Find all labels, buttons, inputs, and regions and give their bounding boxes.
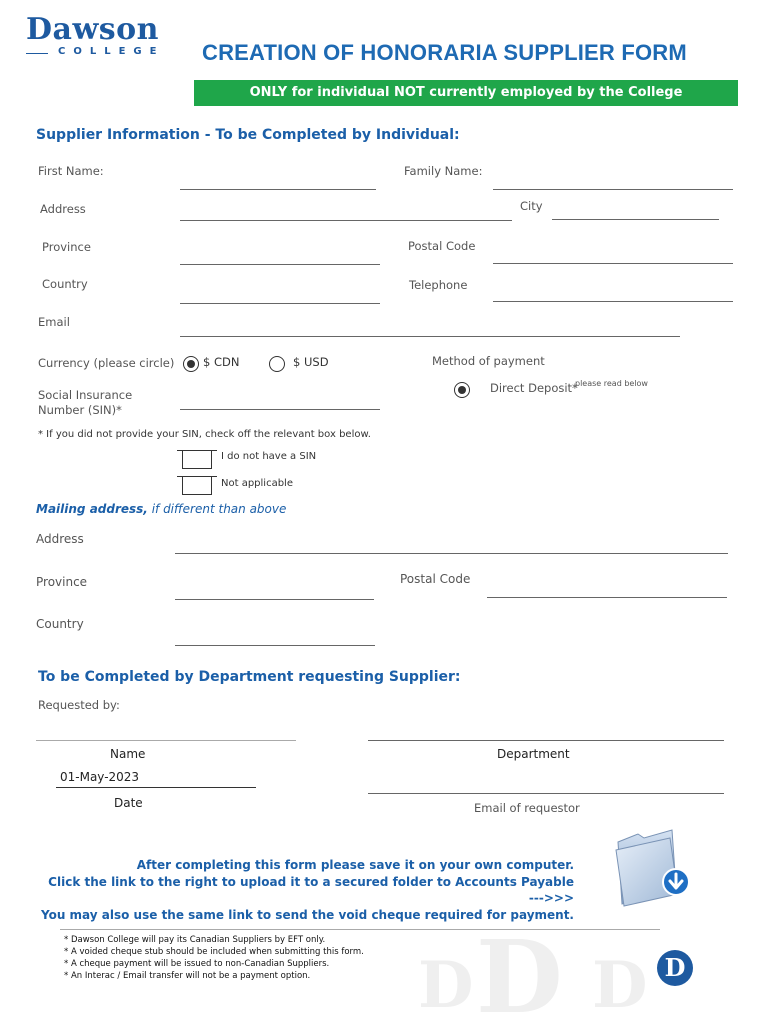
supplier-section-heading: Supplier Information - To be Completed by Individual:: [36, 127, 460, 143]
payment-method-label: Method of payment: [432, 354, 545, 368]
mailing-heading: [36, 502, 286, 516]
badge-letter: D: [664, 953, 686, 982]
telephone-label: Telephone: [409, 278, 468, 292]
country-field[interactable]: [180, 303, 380, 304]
department-field[interactable]: [368, 740, 724, 741]
currency-label: Currency (please circle): [38, 356, 175, 370]
requested-by-label: Requested by:: [38, 698, 120, 712]
email-requestor-label: Email of requestor: [474, 801, 580, 815]
email-field[interactable]: [180, 336, 680, 337]
dawson-d-icon: [657, 950, 693, 986]
direct-deposit-radio[interactable]: [454, 382, 470, 398]
date-field[interactable]: [56, 787, 256, 788]
postal-code-label: Postal Code: [408, 239, 476, 253]
sin-label: Social Insurance Number (SIN)*: [38, 388, 133, 417]
note-item: * A voided cheque stub should be included when submitting this form.: [64, 947, 364, 957]
mailing-heading-rest: if different than above: [147, 502, 287, 516]
mailing-country-field[interactable]: [175, 645, 375, 646]
requestor-email-field[interactable]: [368, 793, 724, 794]
sin-field[interactable]: [180, 409, 380, 410]
name-label: Name: [110, 747, 146, 761]
mailing-country-label: Country: [36, 617, 84, 631]
family-name-field[interactable]: [493, 189, 733, 190]
date-value[interactable]: 01-May-2023: [60, 770, 140, 784]
instruction-line-3: You may also use the same link to send the void cheque required for payment.: [41, 907, 574, 922]
country-label: Country: [42, 277, 88, 291]
watermark-d-left: D: [418, 948, 474, 1023]
mailing-postal-field[interactable]: [487, 597, 727, 598]
currency-cdn-radio[interactable]: [183, 356, 199, 372]
currency-usd-label: $ USD: [293, 355, 329, 369]
watermark-d-right: D: [592, 948, 648, 1023]
requestor-name-field[interactable]: [36, 740, 296, 741]
family-name-label: Family Name:: [404, 164, 483, 178]
instruction-line-2: Click the link to the right to upload it to a secured folder to Accounts Payable --->>>: [48, 874, 574, 905]
email-label: Email: [38, 315, 70, 329]
address-label: Address: [40, 202, 86, 216]
eligibility-banner: [194, 80, 738, 106]
note-item: * Dawson College will pay its Canadian Suppliers by EFT only.: [64, 935, 326, 945]
please-read-note: please read below: [575, 379, 648, 388]
mailing-address-field[interactable]: [175, 553, 728, 554]
folder-download-icon[interactable]: [612, 828, 692, 908]
banner-text: ONLY for individual NOT currently employed by the College: [249, 85, 683, 100]
city-field[interactable]: [552, 219, 719, 220]
watermark-d-center: D: [476, 918, 563, 1036]
mailing-heading-bold: Mailing address,: [36, 502, 148, 516]
instructions: [40, 857, 574, 923]
notes-divider: [60, 929, 660, 930]
first-name-field[interactable]: [180, 189, 376, 190]
no-sin-checkbox[interactable]: [182, 450, 212, 469]
mailing-province-label: Province: [36, 575, 88, 589]
telephone-field[interactable]: [493, 301, 733, 302]
date-label: Date: [114, 796, 143, 810]
not-applicable-label: Not applicable: [221, 478, 293, 489]
mailing-postal-label: Postal Code: [400, 572, 471, 586]
direct-deposit-label: Direct Deposit*: [490, 381, 578, 395]
province-label: Province: [42, 240, 91, 254]
city-label: City: [520, 199, 543, 213]
note-item: * A cheque payment will be issued to non-Canadian Suppliers.: [64, 959, 330, 969]
first-name-label: First Name:: [38, 164, 104, 178]
currency-cdn-label: $ CDN: [203, 355, 240, 369]
department-label: Department: [497, 747, 570, 761]
logo-name: Dawson: [26, 12, 159, 47]
logo-sub: COLLEGE: [58, 46, 165, 57]
mailing-address-label: Address: [36, 532, 84, 546]
sin-note: * If you did not provide your SIN, check off the relevant box below.: [38, 429, 371, 440]
instruction-line-1: After completing this form please save it on your own computer.: [136, 858, 574, 872]
payment-notes: [64, 934, 364, 982]
department-section-heading: To be Completed by Department requesting Supplier:: [38, 669, 461, 685]
page-title: CREATION OF HONORARIA SUPPLIER FORM: [202, 40, 687, 65]
postal-code-field[interactable]: [493, 263, 733, 264]
note-item: * An Interac / Email transfer will not be a payment option.: [64, 971, 311, 981]
dawson-logo: [26, 12, 166, 61]
currency-usd-radio[interactable]: [269, 356, 285, 372]
not-applicable-checkbox[interactable]: [182, 476, 212, 495]
no-sin-label: I do not have a SIN: [221, 451, 317, 462]
address-field[interactable]: [180, 220, 512, 221]
province-field[interactable]: [180, 264, 380, 265]
mailing-province-field[interactable]: [175, 599, 374, 600]
